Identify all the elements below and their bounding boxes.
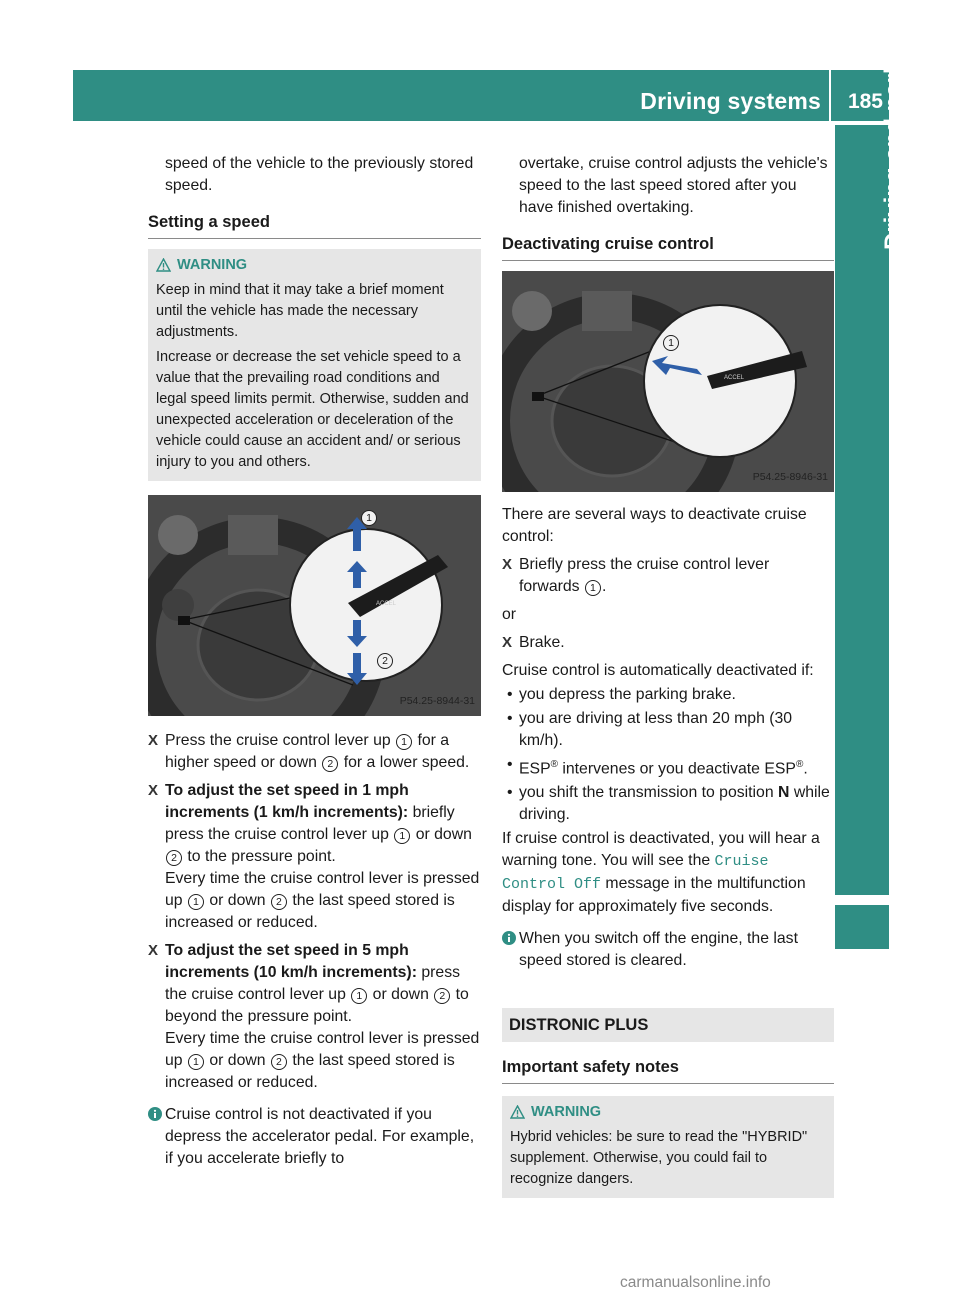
- right-column: [502, 153, 834, 1212]
- warning-triangle-icon: [510, 1105, 525, 1119]
- info-icon: [148, 1107, 162, 1121]
- or-text: or: [502, 606, 517, 623]
- warning-text-2: Increase or decrease the set vehicle speed to a value that the prevailing road conditions and legal speed limits permit. Otherwise, sudden and unexpected acceleration or deceleration of the vehicle could cause an accident and/ or serious injury to you and others.: [156, 349, 469, 470]
- steering-wheel-illustration: [148, 495, 481, 716]
- warning-triangle-icon: [156, 258, 171, 272]
- page-title: Driving systems: [640, 88, 821, 114]
- section-heading: Deactivating cruise control: [502, 233, 834, 261]
- list-item: • ESP® intervenes or you deactivate ESP®.: [507, 756, 808, 778]
- step-arrow-icon: X: [502, 634, 513, 651]
- side-tab-marker: [835, 905, 889, 949]
- warning-title: [156, 255, 474, 276]
- callout-ref: 1: [188, 894, 204, 910]
- section-banner: DISTRONIC PLUS: [502, 1008, 834, 1042]
- callout-ref: 2: [271, 894, 287, 910]
- auto-deactivation-text: Cruise control is automatically deactivated if:: [502, 662, 814, 679]
- steering-wheel-illustration: [502, 271, 834, 492]
- section-heading: Important safety notes: [502, 1056, 834, 1084]
- callout-ref: 2: [322, 756, 338, 772]
- step-arrow-icon: X: [148, 942, 159, 959]
- footer-watermark: carmanualsonline.info: [620, 1274, 771, 1291]
- info-note: Cruise control is not deactivated if you depress the accelerator pedal. For example, if you accelerate briefly to: [148, 1104, 481, 1170]
- callout-ref: 2: [434, 988, 450, 1004]
- figure-code: P54.25-8946-31: [752, 471, 828, 483]
- warning-box: [502, 1096, 834, 1198]
- svg-text:ACCEL: ACCEL: [724, 375, 745, 381]
- intro-text: speed of the vehicle to the previously stored speed.: [165, 155, 474, 194]
- info-icon: [502, 931, 516, 945]
- display-message: Cruise Control Off: [502, 853, 769, 894]
- callout-2: 2: [377, 653, 393, 669]
- step-adjust-5mph: X To adjust the set speed in 5 mph increments (10 km/h increments): press the cruise control lever up 1 or down 2 to beyond the pressure point. Every time the cruise control lever is pressed up 1 or down 2 the last speed stored is increased or reduced.: [148, 942, 480, 1091]
- callout-ref: 2: [166, 850, 182, 866]
- list-item: • you depress the parking brake.: [507, 686, 736, 703]
- warning-title: [510, 1102, 827, 1123]
- header-separator: [829, 70, 831, 121]
- step-arrow-icon: X: [148, 732, 159, 749]
- cruise-lever-forward-figure: [502, 271, 834, 492]
- callout-ref: 2: [271, 1054, 287, 1070]
- warning-text: Hybrid vehicles: be sure to read the "HYBRID" supplement. Otherwise, you could fail to recognize dangers.: [510, 1129, 808, 1188]
- step-arrow-icon: X: [148, 782, 159, 799]
- ways-text: There are several ways to deactivate cruise control:: [502, 506, 807, 545]
- svg-text:ACCEL: ACCEL: [376, 601, 397, 607]
- warning-title-text: WARNING: [177, 257, 248, 273]
- callout-ref: 1: [394, 828, 410, 844]
- step-adjust-1mph: X To adjust the set speed in 1 mph increments (1 km/h increments): briefly press the cruise control lever up 1 or down 2 to the pressure point. Every time the cruise control lever is pressed up 1 or down 2 the last speed stored is increased or reduced.: [148, 782, 480, 931]
- callout-ref: 1: [188, 1054, 204, 1070]
- figure-code: P54.25-8944-31: [399, 695, 475, 707]
- step-press-forward: X Briefly press the cruise control lever forwards 1 .: [502, 556, 770, 595]
- step-press-lever: X Press the cruise control lever up 1 for a higher speed or down 2 for a lower speed.: [148, 732, 470, 771]
- left-column: [148, 153, 481, 1180]
- page-number: 185: [847, 90, 883, 113]
- step-brake: X Brake.: [502, 632, 834, 654]
- section-heading: Setting a speed: [148, 211, 481, 239]
- info-note: When you switch off the engine, the last speed stored is cleared.: [502, 928, 834, 972]
- callout-1: 1: [663, 335, 679, 351]
- step-arrow-icon: X: [502, 556, 513, 573]
- callout-ref: 1: [585, 580, 601, 596]
- warning-title-text: WARNING: [531, 1104, 602, 1121]
- warning-text-1: Keep in mind that it may take a brief moment until the vehicle has made the necessary adjustments.: [156, 282, 444, 340]
- header-bar: [73, 70, 889, 121]
- callout-1: 1: [361, 510, 377, 526]
- callout-ref: 1: [351, 988, 367, 1004]
- list-item: • you shift the transmission to position N while driving.: [507, 784, 830, 824]
- cruise-lever-up-down-figure: [148, 495, 481, 716]
- intro-text: overtake, cruise control adjusts the vehicle's speed to the last speed stored after you have finished overtaking.: [519, 155, 828, 216]
- warning-box: [148, 249, 481, 481]
- side-tab-label: Driving and parking: [880, 24, 907, 250]
- deactivation-message-text: If cruise control is deactivated, you will hear a warning tone. You will see the Cruise Control Off message in the multifunction display for approximately five seconds.: [502, 830, 820, 916]
- list-item: • you are driving at less than 20 mph (30 km/h).: [507, 710, 793, 749]
- callout-ref: 1: [396, 734, 412, 750]
